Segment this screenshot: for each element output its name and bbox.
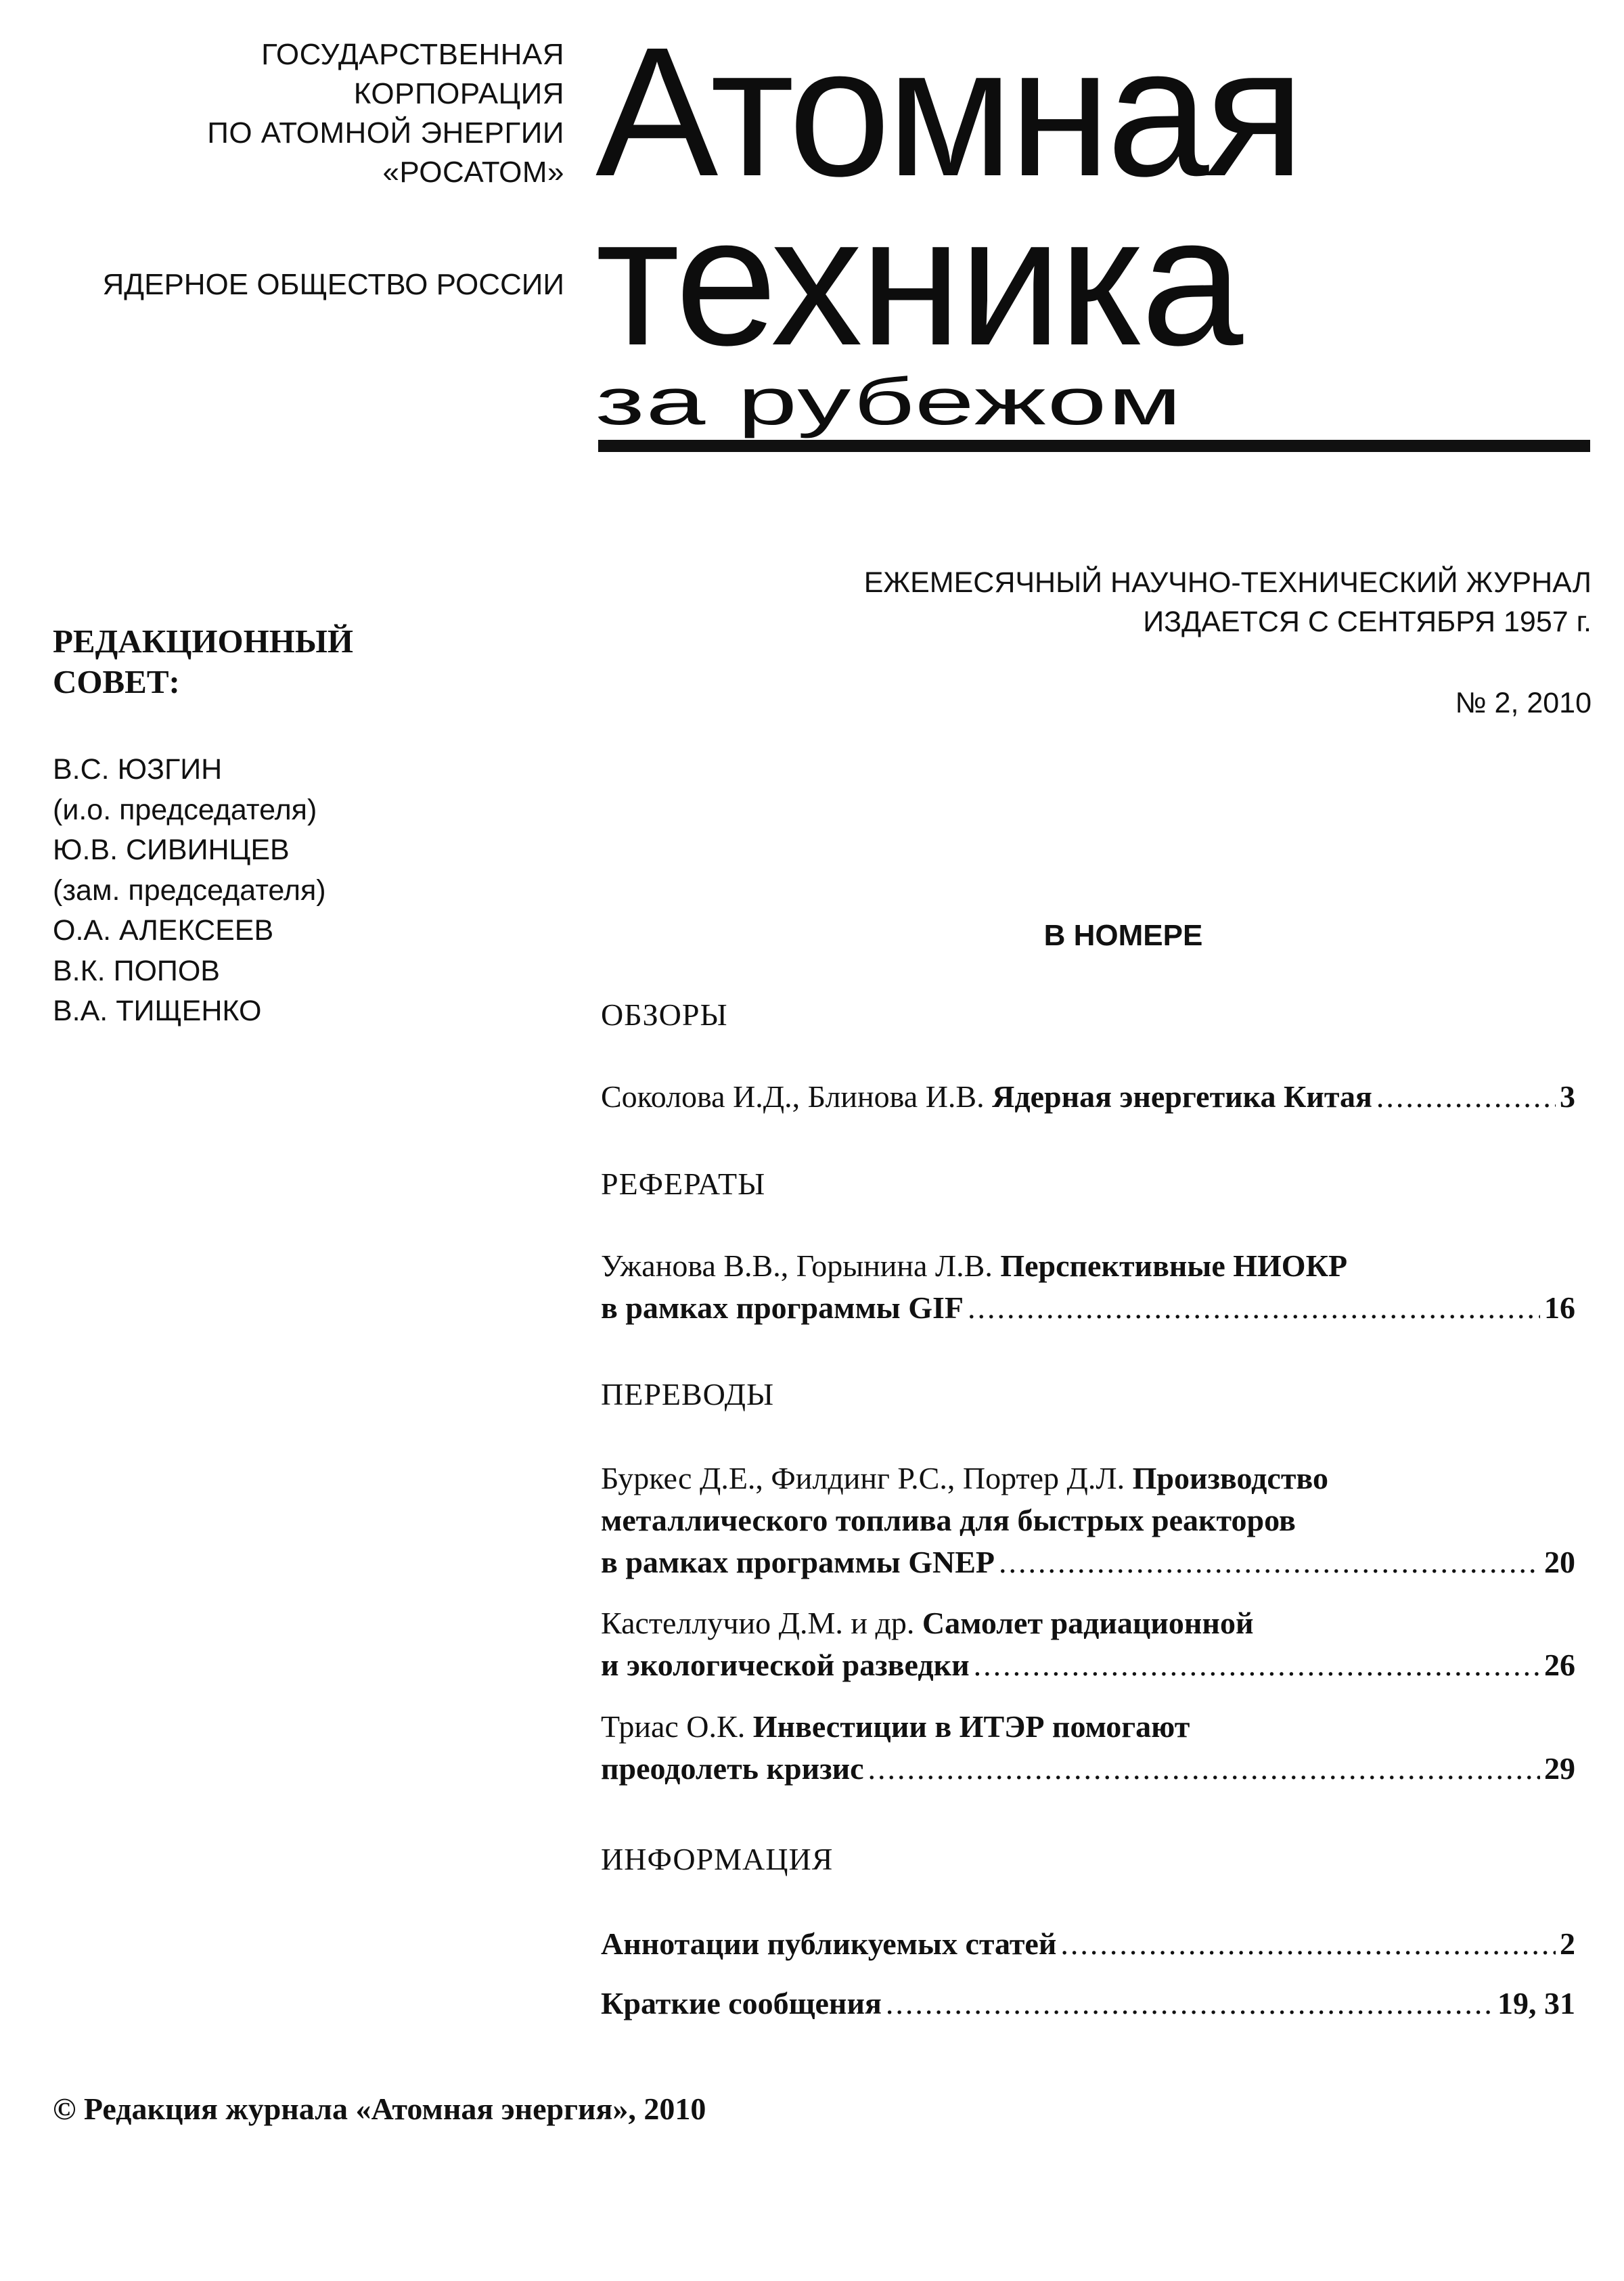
entry-page: 3	[1560, 1079, 1575, 1114]
section-heading-abstracts: РЕФЕРАТЫ	[601, 1167, 766, 1201]
section-heading-translations: ПЕРЕВОДЫ	[601, 1377, 775, 1411]
entry-page: 29	[1544, 1751, 1575, 1786]
entry-page: 2	[1560, 1926, 1575, 1961]
dot-leader	[867, 1748, 1540, 1790]
entry-authors: Кастеллучио Д.М. и др.	[601, 1606, 915, 1640]
board-heading-line: РЕДАКЦИОННЫЙ	[53, 623, 354, 660]
journal-since: ИЗДАЕТСЯ С СЕНТЯБРЯ 1957 г.	[1143, 606, 1592, 638]
toc-entry[interactable]	[601, 1458, 1575, 1583]
dot-leader	[974, 1644, 1540, 1686]
toc-entry[interactable]	[601, 1602, 1575, 1686]
entry-page: 16	[1544, 1290, 1575, 1325]
dot-leader	[886, 1983, 1493, 2025]
toc-entry[interactable]	[601, 1706, 1575, 1790]
entry-authors: Триас О.К.	[601, 1709, 746, 1744]
entry-title: металлического топлива для быстрых реакторов	[601, 1503, 1296, 1537]
board-member: В.С. ЮЗГИН	[53, 753, 223, 786]
dot-leader	[1060, 1923, 1556, 1965]
entry-title: Краткие сообщения	[601, 1986, 882, 2020]
journal-info	[744, 563, 1592, 641]
entry-title: Перспективные НИОКР	[1000, 1248, 1348, 1283]
contents-title: В НОМЕРЕ	[1043, 919, 1203, 952]
toc-entry[interactable]	[601, 1076, 1575, 1118]
entry-authors: Буркес Д.Е., Филдинг Р.С., Портер Д.Л.	[601, 1461, 1125, 1495]
board-member: (зам. председателя)	[53, 874, 326, 907]
entry-title: Самолет радиационной	[922, 1606, 1254, 1640]
dot-leader	[1376, 1076, 1556, 1118]
publisher-line: КОРПОРАЦИЯ	[353, 77, 564, 110]
entry-authors: Соколова И.Д., Блинова И.В.	[601, 1079, 985, 1114]
section-heading-reviews: ОБЗОРЫ	[601, 997, 728, 1032]
entry-page: 19, 31	[1497, 1986, 1575, 2020]
editorial-board-members	[53, 750, 526, 1032]
board-member: В.К. ПОПОВ	[53, 954, 220, 987]
entry-title: преодолеть кризис	[601, 1751, 864, 1786]
entry-title: Аннотации публикуемых статей	[601, 1926, 1057, 1961]
entry-page: 26	[1544, 1648, 1575, 1682]
masthead-line-2: техника	[595, 178, 1241, 384]
board-heading-line: СОВЕТ:	[53, 663, 180, 700]
masthead-line-3: за рубежом	[595, 365, 1183, 439]
board-member: О.А. АЛЕКСЕЕВ	[53, 914, 274, 947]
masthead-line-1: Атомная	[595, 9, 1301, 214]
entry-page: 20	[1544, 1545, 1575, 1579]
dot-leader	[999, 1541, 1540, 1583]
toc-entry[interactable]	[601, 1245, 1575, 1329]
board-member: В.А. ТИЩЕНКО	[53, 995, 262, 1027]
entry-title: Производство	[1132, 1461, 1328, 1495]
entry-title: Ядерная энергетика Китая	[992, 1079, 1372, 1114]
journal-masthead	[595, 9, 1597, 439]
masthead-rule	[598, 440, 1590, 452]
entry-title: Инвестиции в ИТЭР помогают	[752, 1709, 1190, 1744]
board-member: Ю.В. СИВИНЦЕВ	[53, 834, 290, 866]
entry-title: и экологической разведки	[601, 1648, 970, 1682]
editorial-board-heading	[53, 621, 526, 702]
publisher-block	[50, 35, 564, 192]
publisher-line: ПО АТОМНОЙ ЭНЕРГИИ	[207, 116, 564, 150]
dot-leader	[968, 1287, 1540, 1329]
issue-number: № 2, 2010	[1455, 687, 1592, 719]
publisher-line: ГОСУДАРСТВЕННАЯ	[261, 38, 564, 71]
toc-entry[interactable]	[601, 1983, 1575, 2025]
society-name: ЯДЕРНОЕ ОБЩЕСТВО РОССИИ	[102, 268, 564, 301]
publisher-line: «РОСАТОМ»	[382, 156, 564, 189]
copyright-notice: © Редакция журнала «Атомная энергия», 2010	[53, 2092, 706, 2126]
entry-authors: Ужанова В.В., Горынина Л.В.	[601, 1248, 993, 1283]
section-heading-information: ИНФОРМАЦИЯ	[601, 1842, 834, 1876]
entry-title: в рамках программы GNEP	[601, 1545, 995, 1579]
toc-entry[interactable]	[601, 1923, 1575, 1965]
entry-title: в рамках программы GIF	[601, 1290, 964, 1325]
board-member: (и.о. председателя)	[53, 793, 317, 826]
journal-frequency: ЕЖЕМЕСЯЧНЫЙ НАУЧНО-ТЕХНИЧЕСКИЙ ЖУРНАЛ	[863, 566, 1592, 599]
